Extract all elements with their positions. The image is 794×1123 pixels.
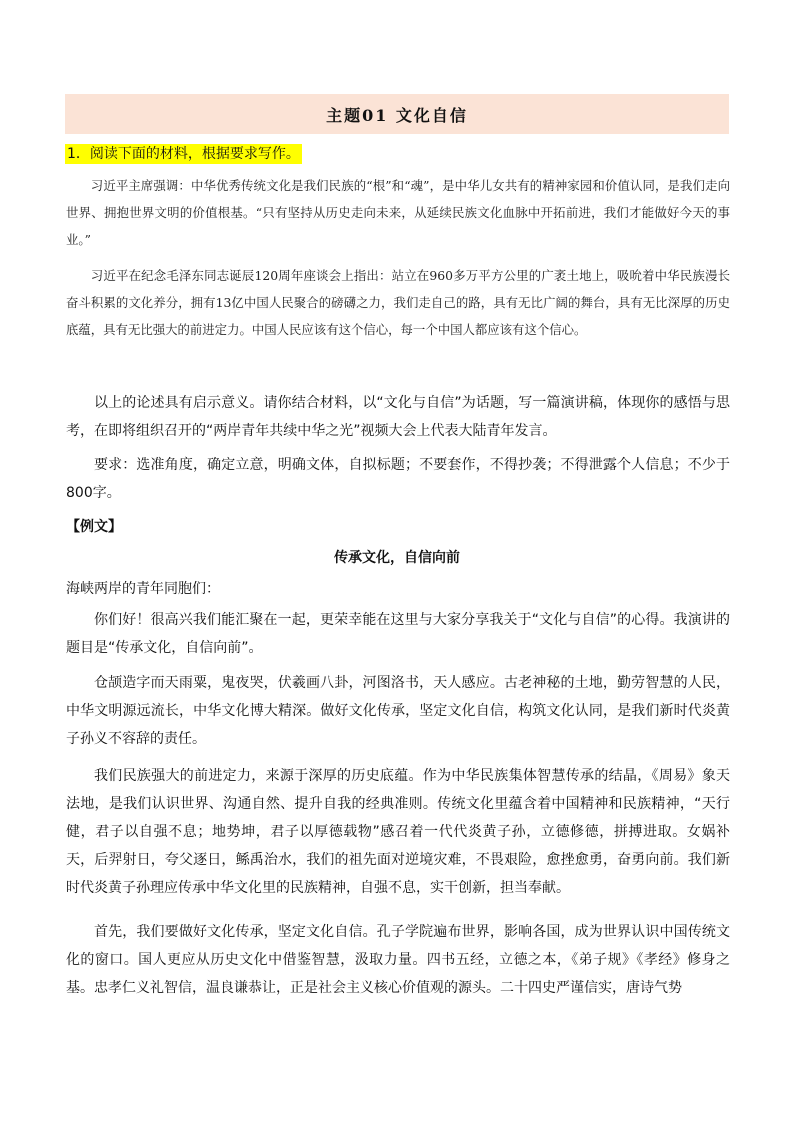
question-heading: 1．阅读下面的材料，根据要求写作。 <box>67 146 300 162</box>
prompt-paragraph: 以上的论述具有启示意义。请你结合材料，以“文化与自信”为话题，写一篇演讲稿，体现你的感悟与思考，在即将组织召开的“两岸青年共续中华之光”视频大会上代表大陆青年发言。 <box>66 395 730 439</box>
document-title: 主题01 文化自信 <box>326 105 468 125</box>
essay-paragraph-4: 首先，我们要做好文化传承，坚定文化自信。孔子学院遍布世界，影响各国，成为世界认识中国传统文化的窗口。国人更应从历史文化中借鉴智慧，汲取力量。四书五经，立德之本，《弟子规》《孝经》修身之基。忠孝仁义礼智信，温良谦恭让，正是社会主义核心价值观的源头。二十四史严谨信实，唐诗气势 <box>66 924 730 996</box>
requirements-paragraph: 要求：选准角度，确定立意，明确文体，自拟标题；不要套作，不得抄袭；不得泄露个人信息；不少于800字。 <box>66 457 730 501</box>
essay-paragraph-3: 我们民族强大的前进定力，来源于深厚的历史底蕴。作为中华民族集体智慧传承的结晶，《周易》象天法地，是我们认识世界、沟通自然、提升自我的经典准则。传统文化里蕴含着中国精神和民族精神，“天行健，君子以自强不息；地势坤，君子以厚德载物”感召着一代代炎黄子孙，立德修德，拼搏进取。女娲补天，后羿射日，夸父逐日，鲧禹治水，我们的祖先面对逆境灾难，不畏艰险，愈挫愈勇，奋勇向前。我们新时代炎黄子孙理应传承中华文化里的民族精神，自强不息，实干创新，担当奉献。 <box>66 768 730 896</box>
example-label: 【例文】 <box>66 519 122 535</box>
title-banner <box>65 94 729 134</box>
essay-paragraph-1: 你们好！很高兴我们能汇聚在一起，更荣幸能在这里与大家分享我关于“文化与自信”的心得。我演讲的题目是“传承文化，自信向前”。 <box>66 612 730 656</box>
essay-title: 传承文化，自信向前 <box>334 550 460 566</box>
material-paragraph-1: 习近平主席强调：中华优秀传统文化是我们民族的“根”和“魂”，是中华儿女共有的精神家园和价值认同，是我们走向世界、拥抱世界文明的价值根基。“只有坚持从历史走向未来，从延续民族文化血脉中开拓前进，我们才能做好今天的事业。” <box>66 178 730 247</box>
material-paragraph-2: 习近平在纪念毛泽东同志诞辰120周年座谈会上指出：站立在960多万平方公里的广袤土地上，吸吮着中华民族漫长奋斗积累的文化养分，拥有13亿中国人民聚合的磅礴之力，我们走自己的路，具有无比广阔的舞台，具有无比深厚的历史底蕴，具有无比强大的前进定力。中国人民应该有这个信心，每一个中国人都应该有这个信心。 <box>66 268 730 337</box>
essay-paragraph-2: 仓颉造字而天雨粟，鬼夜哭，伏羲画八卦，河图洛书，天人感应。古老神秘的土地，勤劳智慧的人民，中华文明源远流长，中华文化博大精深。做好文化传承，坚定文化自信，构筑文化认同，是我们新时代炎黄子孙义不容辞的责任。 <box>66 675 730 747</box>
essay-salutation: 海峡两岸的青年同胞们： <box>66 581 220 597</box>
